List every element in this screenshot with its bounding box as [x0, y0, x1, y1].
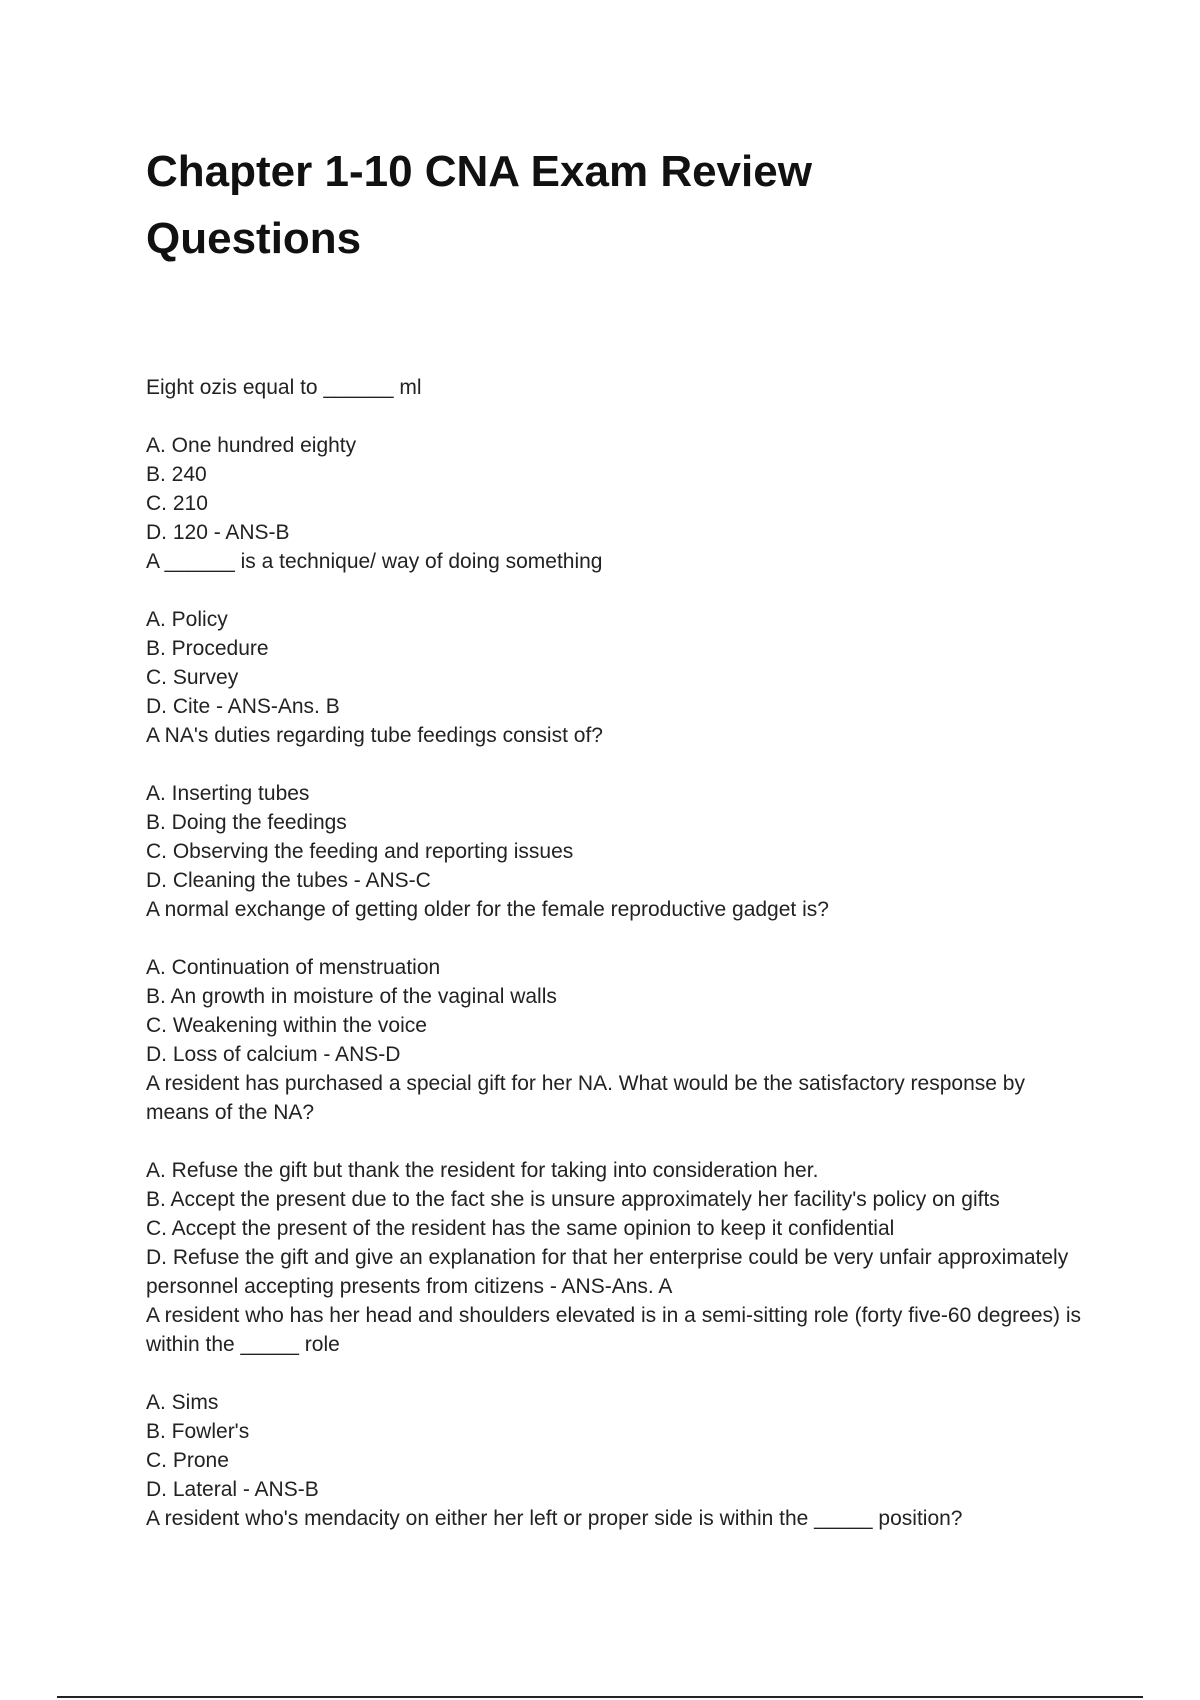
spacer	[146, 750, 1086, 779]
answer-option: C. Observing the feeding and reporting issues	[146, 840, 574, 863]
answer-option: B. Procedure	[146, 637, 269, 660]
question-stem: A NA's duties regarding tube feedings consist of?	[146, 724, 603, 747]
answer-option: C. Prone	[146, 1449, 229, 1472]
answer-option: C. 210	[146, 492, 208, 515]
answer-option: B. Doing the feedings	[146, 811, 347, 834]
answer-option: B. An growth in moisture of the vaginal walls	[146, 985, 557, 1008]
answer-option: C. Survey	[146, 666, 239, 689]
answer-option: D. Loss of calcium - ANS-D	[146, 1043, 401, 1066]
question-stem: A resident who's mendacity on either her left or proper side is within the _____ position?	[146, 1507, 963, 1530]
spacer	[146, 402, 1086, 431]
answer-option: A. Continuation of menstruation	[146, 956, 441, 979]
answer-option: D. Cite - ANS-Ans. B	[146, 695, 340, 718]
question-3	[146, 721, 1086, 895]
question-1	[146, 373, 1086, 547]
spacer	[146, 576, 1086, 605]
page-title: Chapter 1-10 CNA Exam Review Questions	[146, 147, 812, 263]
answer-option: D. 120 - ANS-B	[146, 521, 290, 544]
answer-option: B. Accept the present due to the fact she is unsure approximately her facility's policy on gifts	[146, 1188, 1000, 1211]
footer-divider	[57, 1696, 1143, 1698]
answer-option: A. Inserting tubes	[146, 782, 310, 805]
question-stem: A ______ is a technique/ way of doing something	[146, 550, 603, 573]
answer-option: D. Lateral - ANS-B	[146, 1478, 319, 1501]
answer-option: A. Policy	[146, 608, 228, 631]
answer-option: A. Refuse the gift but thank the resident for taking into consideration her.	[146, 1159, 819, 1182]
question-6	[146, 1301, 1086, 1504]
answer-option: A. One hundred eighty	[146, 434, 357, 457]
question-list	[146, 373, 1086, 1533]
question-stem: A normal exchange of getting older for the female reproductive gadget is?	[146, 898, 829, 921]
spacer	[146, 1359, 1086, 1388]
answer-option: B. Fowler's	[146, 1420, 250, 1443]
answer-option: A. Sims	[146, 1391, 219, 1414]
answer-option: C. Accept the present of the resident has the same opinion to keep it confidential	[146, 1217, 895, 1240]
question-stem: A resident who has her head and shoulders elevated is in a semi-sitting role (forty five-60 degrees) is within the _____ role	[146, 1304, 1081, 1356]
answer-option: D. Cleaning the tubes - ANS-C	[146, 869, 431, 892]
answer-option: D. Refuse the gift and give an explanation for that her enterprise could be very unfair approximately personnel accepting presents from citizens - ANS-Ans. A	[146, 1246, 1069, 1298]
question-7	[146, 1504, 1086, 1533]
answer-option: B. 240	[146, 463, 207, 486]
question-5	[146, 1069, 1086, 1301]
question-stem: A resident has purchased a special gift for her NA. What would be the satisfactory response by means of the NA?	[146, 1072, 1025, 1124]
question-2	[146, 547, 1086, 721]
question-4	[146, 895, 1086, 1069]
answer-option: C. Weakening within the voice	[146, 1014, 427, 1037]
spacer	[146, 924, 1086, 953]
spacer	[146, 1127, 1086, 1156]
question-stem: Eight ozis equal to ______ ml	[146, 376, 422, 399]
